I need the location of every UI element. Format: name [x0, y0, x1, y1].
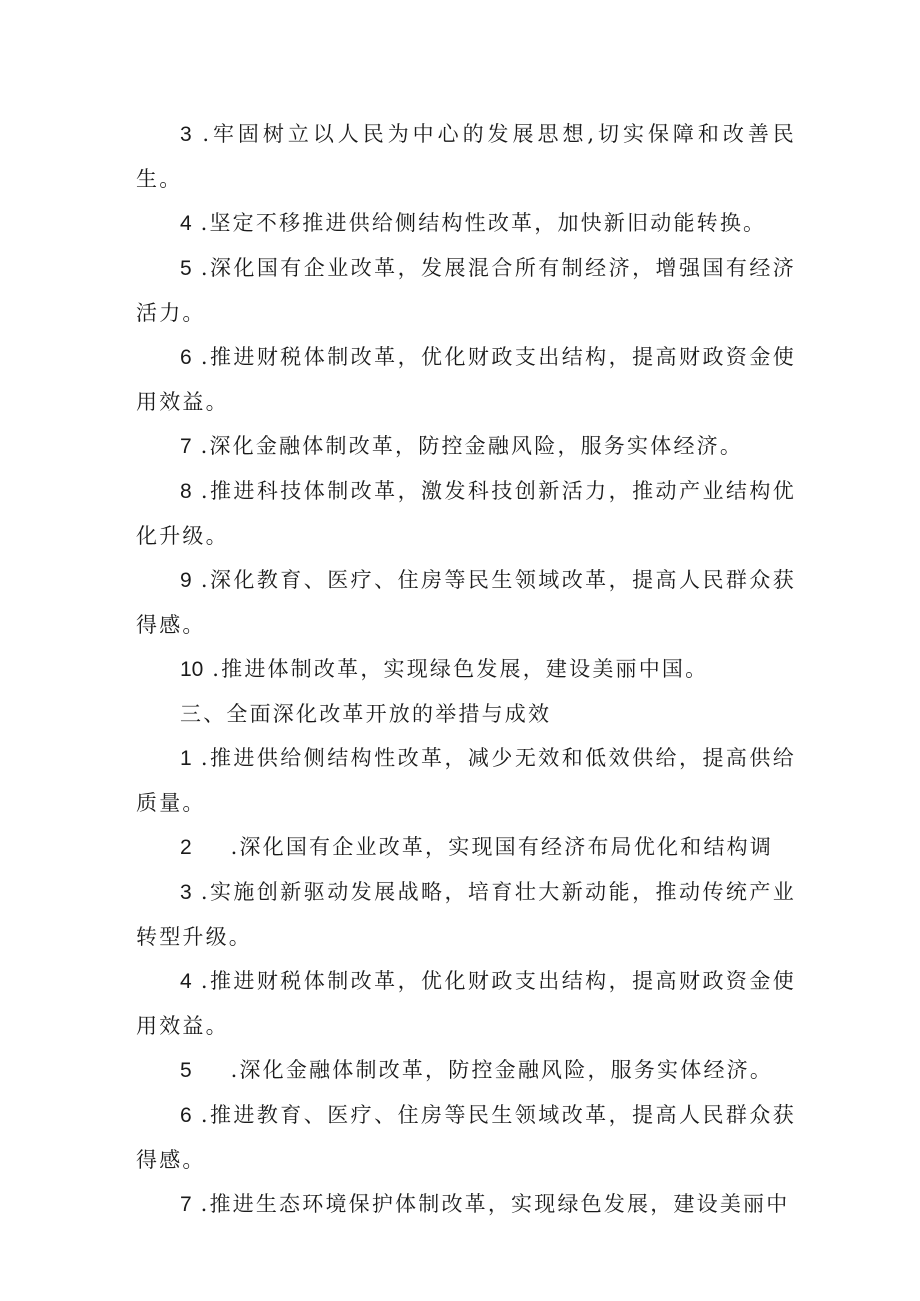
item-text: .推进体制改革，实现绿色发展，建设美丽中国。: [212, 657, 709, 681]
list-item: [136, 825, 796, 870]
list-item: [136, 870, 796, 959]
section-heading: 三、全面深化改革开放的举措与成效: [180, 702, 552, 726]
item-number: 9: [180, 569, 192, 592]
list-item: [136, 647, 796, 692]
item-text: .深化国有企业改革，发展混合所有制经济，增强国有经济活力。: [136, 256, 796, 325]
list-item: [136, 424, 796, 469]
item-text: .牢固树立以人民为中心的发展思想,切实保障和改善民生。: [136, 122, 796, 191]
list-item: [136, 469, 796, 558]
list-item: [136, 335, 796, 424]
item-text: .推进财税体制改革，优化财政支出结构，提高财政资金使用效益。: [136, 969, 796, 1038]
item-number: 5: [180, 1059, 192, 1082]
item-number: 3: [180, 123, 192, 146]
list-item: [136, 1093, 796, 1182]
list-item: [136, 959, 796, 1048]
item-text: .推进财税体制改革，优化财政支出结构，提高财政资金使用效益。: [136, 345, 796, 414]
item-text: .推进科技体制改革，激发科技创新活力，推动产业结构优化升级。: [136, 479, 796, 548]
item-number: 4: [180, 970, 192, 993]
document-body: [136, 112, 796, 1227]
item-number: 5: [180, 257, 192, 280]
item-text: .推进供给侧结构性改革，减少无效和低效供给，提高供给质量。: [136, 746, 796, 815]
item-text: .深化金融体制改革，防控金融风险，服务实体经济。: [200, 434, 744, 458]
item-number: 6: [180, 1104, 192, 1127]
item-number: 3: [180, 881, 192, 904]
list-item: [136, 1048, 796, 1093]
item-number: 4: [180, 212, 192, 235]
list-item: [136, 112, 796, 201]
list-item: [136, 736, 796, 825]
list-item: [136, 201, 796, 246]
item-text: .坚定不移推进供给侧结构性改革，加快新旧动能转换。: [200, 211, 767, 235]
list-item: [136, 558, 796, 647]
item-text: .深化金融体制改革，防控金融风险，服务实体经济。: [230, 1058, 774, 1082]
item-text: .实施创新驱动发展战略，培育壮大新动能，推动传统产业转型升级。: [136, 880, 796, 949]
item-number: 2: [180, 836, 192, 859]
item-number: 7: [180, 1193, 192, 1216]
list-item: [136, 1182, 796, 1227]
list-item: [136, 246, 796, 335]
item-number: 8: [180, 480, 192, 503]
item-text: .深化教育、医疗、住房等民生领域改革，提高人民群众获得感。: [136, 568, 796, 637]
item-number: 10: [180, 658, 204, 681]
item-number: 1: [180, 747, 192, 770]
item-number: 6: [180, 346, 192, 369]
item-number: 7: [180, 435, 192, 458]
item-text: .推进生态环境保护体制改革，实现绿色发展，建设美丽中: [200, 1192, 790, 1216]
item-text: .深化国有企业改革，实现国有经济布局优化和结构调: [230, 835, 774, 859]
item-text: .推进教育、医疗、住房等民生领域改革，提高人民群众获得感。: [136, 1103, 796, 1172]
